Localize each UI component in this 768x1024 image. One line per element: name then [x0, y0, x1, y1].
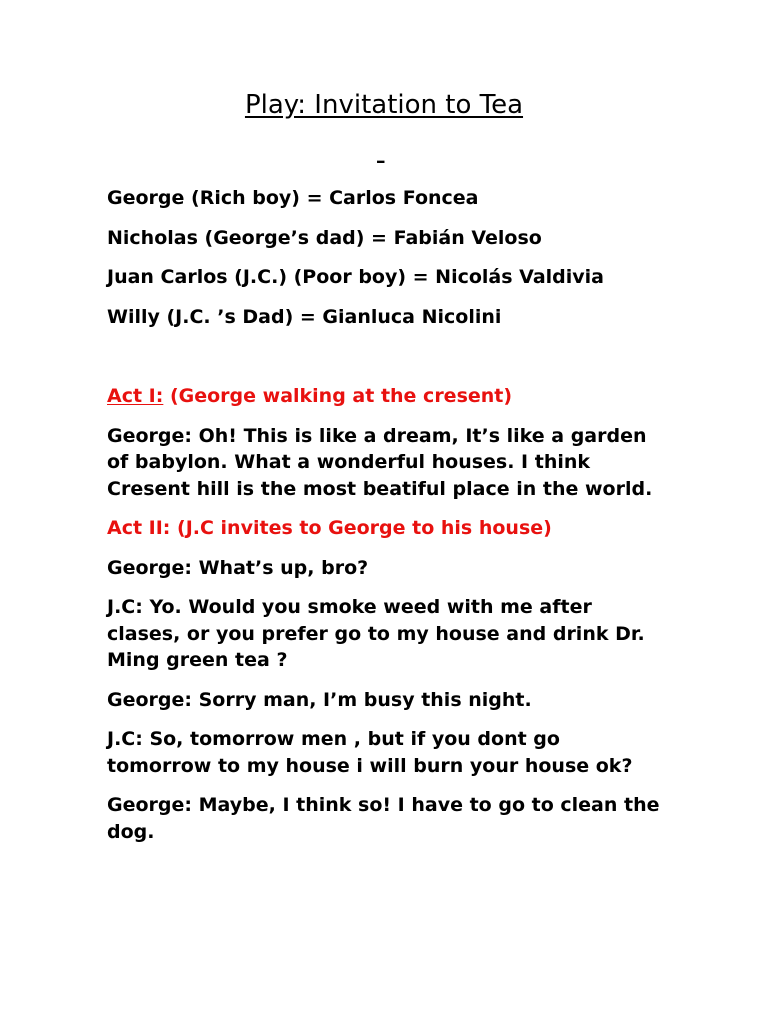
act-two-heading: Act II: (J.C invites to George to his house)	[107, 517, 552, 539]
dialogue-line: J.C: Yo. Would you smoke weed with me after clases, or you prefer go to my house and drink Dr. Ming green tea ?	[107, 596, 645, 671]
dialogue-line: George: What’s up, bro?	[107, 556, 369, 579]
title-dash: –	[376, 150, 386, 172]
dialogue-line: George: Sorry man, I’m busy this night.	[107, 688, 532, 711]
cast-line: Willy (J.C. ’s Dad) = Gianluca Nicolini	[107, 305, 502, 328]
cast-line: Juan Carlos (J.C.) (Poor boy) = Nicolás Valdivia	[107, 266, 605, 288]
act-one-description: (George walking at the cresent)	[163, 385, 513, 407]
cast-line: George (Rich boy) = Carlos Foncea	[107, 187, 479, 209]
document-body	[107, 185, 667, 858]
act-one-label: Act I:	[107, 385, 164, 407]
act-one-heading	[107, 383, 667, 410]
cast-line: Nicholas (George’s dad) = Fabián Veloso	[107, 226, 542, 249]
dialogue-line: J.C: So, tomorrow men , but if you dont go tomorrow to my house i will burn your house ok?	[107, 728, 633, 777]
dialogue-line: George: Oh! This is like a dream, It’s like a garden of babylon. What a wonderful houses. I think Cresent hill is the most beatiful place in the world.	[107, 424, 653, 500]
spacer	[107, 343, 667, 383]
dialogue-line: George: Maybe, I think so! I have to go to clean the dog.	[107, 794, 660, 843]
page-title: Play: Invitation to Tea	[244, 90, 524, 120]
